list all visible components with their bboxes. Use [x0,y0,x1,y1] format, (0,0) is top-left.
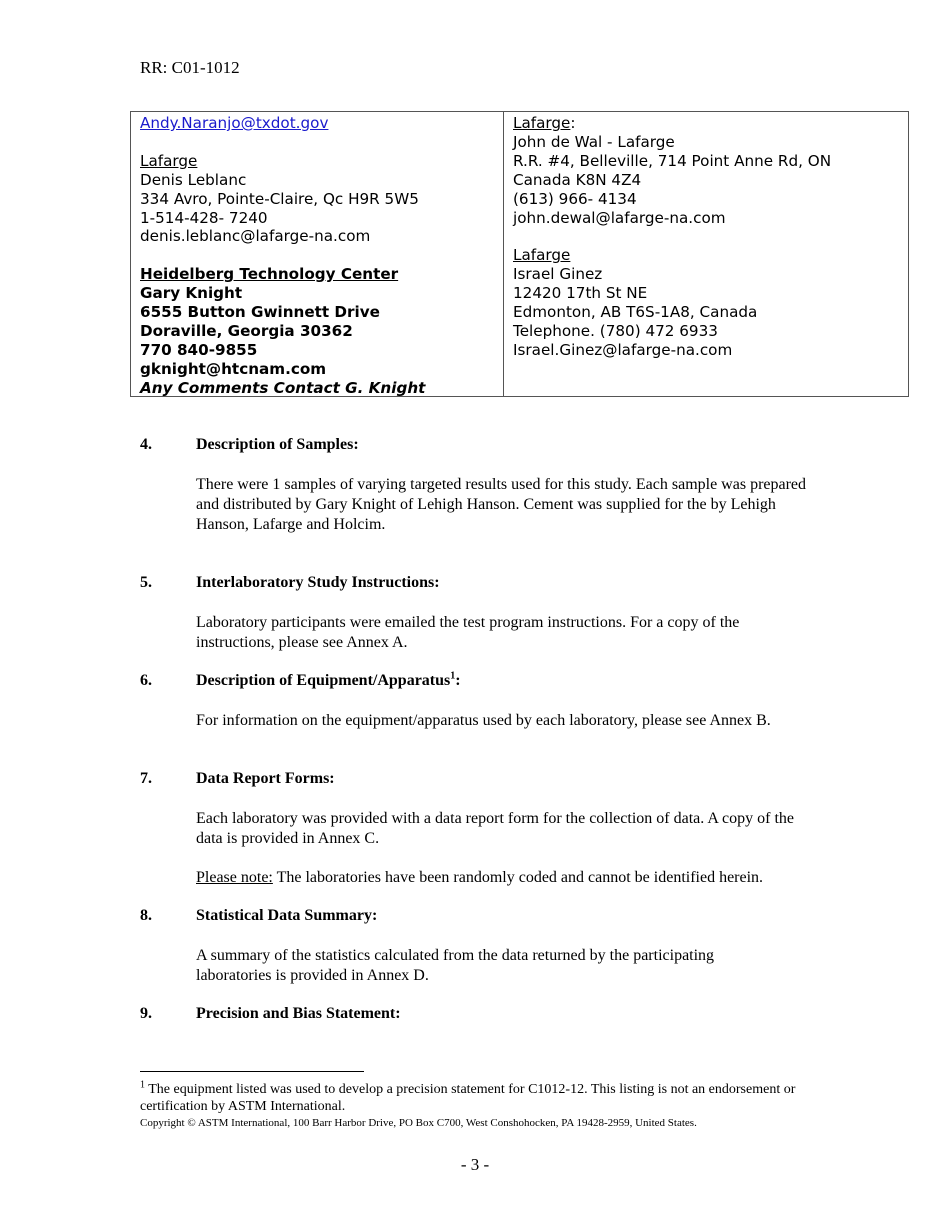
contact-street: 6555 Button Gwinnett Drive [140,303,380,322]
section-paragraph: Laboratory participants were emailed the test program instructions. For a copy of the instructions, please see Annex A. [196,614,740,651]
section-number: 7. [140,770,152,787]
email-link-naranjo[interactable]: Andy.Naranjo@txdot.gov [140,114,329,132]
contact-address: Canada K8N 4Z4 [513,170,642,189]
contact-address: R.R. #4, Belleville, 714 Point Anne Rd, ON [513,151,832,170]
contact-address: 334 Avro, Pointe-Claire, Qc H9R 5W5 [140,189,419,208]
section-paragraph: Each laboratory was provided with a data report form for the collection of data. A copy of the data is provided in Annex C. [196,810,795,847]
org-lafarge-ginez: Lafarge [513,246,571,265]
contact-email: Israel.Ginez@lafarge-na.com [513,340,733,359]
section-number: 4. [140,436,152,453]
section-number: 9. [140,1005,152,1022]
running-header: RR: C01-1012 [140,58,240,77]
contact-name: John de Wal - Lafarge [513,132,675,151]
contacts-table [130,111,909,397]
footnote-text: The equipment listed was used to develop a precision statement for C1012-12. This listing is not an endorsement or certification by ASTM International. [140,1082,796,1114]
org-heidelberg: Heidelberg Technology Center [140,265,399,284]
org-line-dewal [513,114,908,133]
section-title: Description of Samples: [196,436,359,453]
section-title: Precision and Bias Statement: [196,1005,401,1022]
section-paragraph: There were 1 samples of varying targeted results used for this study. Each sample was prepared and distributed by Gary Knight of Lehigh Hanson. Cement was supplied for the by Lehigh Hanson, Lafarge and Holcim. [196,476,807,533]
contact-email: denis.leblanc@lafarge-na.com [140,227,371,246]
contacts-left-cell [131,112,504,396]
org-lafarge-leblanc: Lafarge [140,151,198,170]
section-title: Data Report Forms: [196,770,335,787]
contact-city: Doraville, Georgia 30362 [140,321,353,340]
footnote-divider [140,1071,364,1072]
section-paragraph: A summary of the statistics calculated from the data returned by the participating laboratories is provided in Annex D. [196,947,715,984]
section-title: Statistical Data Summary: [196,907,378,924]
contact-phone: Telephone. (780) 472 6933 [513,321,718,340]
contact-email: gknight@htcnam.com [140,359,327,378]
contact-phone: 770 840-9855 [140,340,258,359]
contact-phone: (613) 966- 4134 [513,189,637,208]
note-label: Please note: [196,869,273,886]
page-number: - 3 - [460,1155,490,1174]
section-number: 6. [140,672,152,689]
contact-note: Any Comments Contact G. Knight [140,378,426,397]
section-number: 5. [140,574,152,591]
org-lafarge-dewal: Lafarge [513,114,571,132]
footnote [140,1081,820,1115]
footnote-mark: 1 [140,1079,145,1091]
section-title-suffix: : [455,672,461,689]
org-suffix: : [570,114,576,132]
note-text: The laboratories have been randomly coded and cannot be identified herein. [272,869,764,886]
contacts-right-cell [504,112,908,396]
section-paragraph: For information on the equipment/apparatus used by each laboratory, please see Annex B. [196,712,771,729]
section-note [196,868,836,888]
contact-name: Israel Ginez [513,265,603,284]
contact-phone: 1-514-428- 7240 [140,208,268,227]
contact-name: Gary Knight [140,284,243,303]
contact-email: john.dewal@lafarge-na.com [513,208,726,227]
copyright-line: Copyright © ASTM International, 100 Barr Harbor Drive, PO Box C700, West Conshohocken, PA 19428-2959, United States. [140,1117,697,1129]
footnote-ref: 1 [450,670,456,682]
section-title: Interlaboratory Study Instructions: [196,574,440,591]
contact-city: Edmonton, AB T6S-1A8, Canada [513,303,758,322]
section-title-text: Description of Equipment/Apparatus [196,672,451,689]
contact-street: 12420 17th St NE [513,284,648,303]
section-number: 8. [140,907,152,924]
contact-name: Denis Leblanc [140,170,247,189]
section-title [196,672,461,690]
